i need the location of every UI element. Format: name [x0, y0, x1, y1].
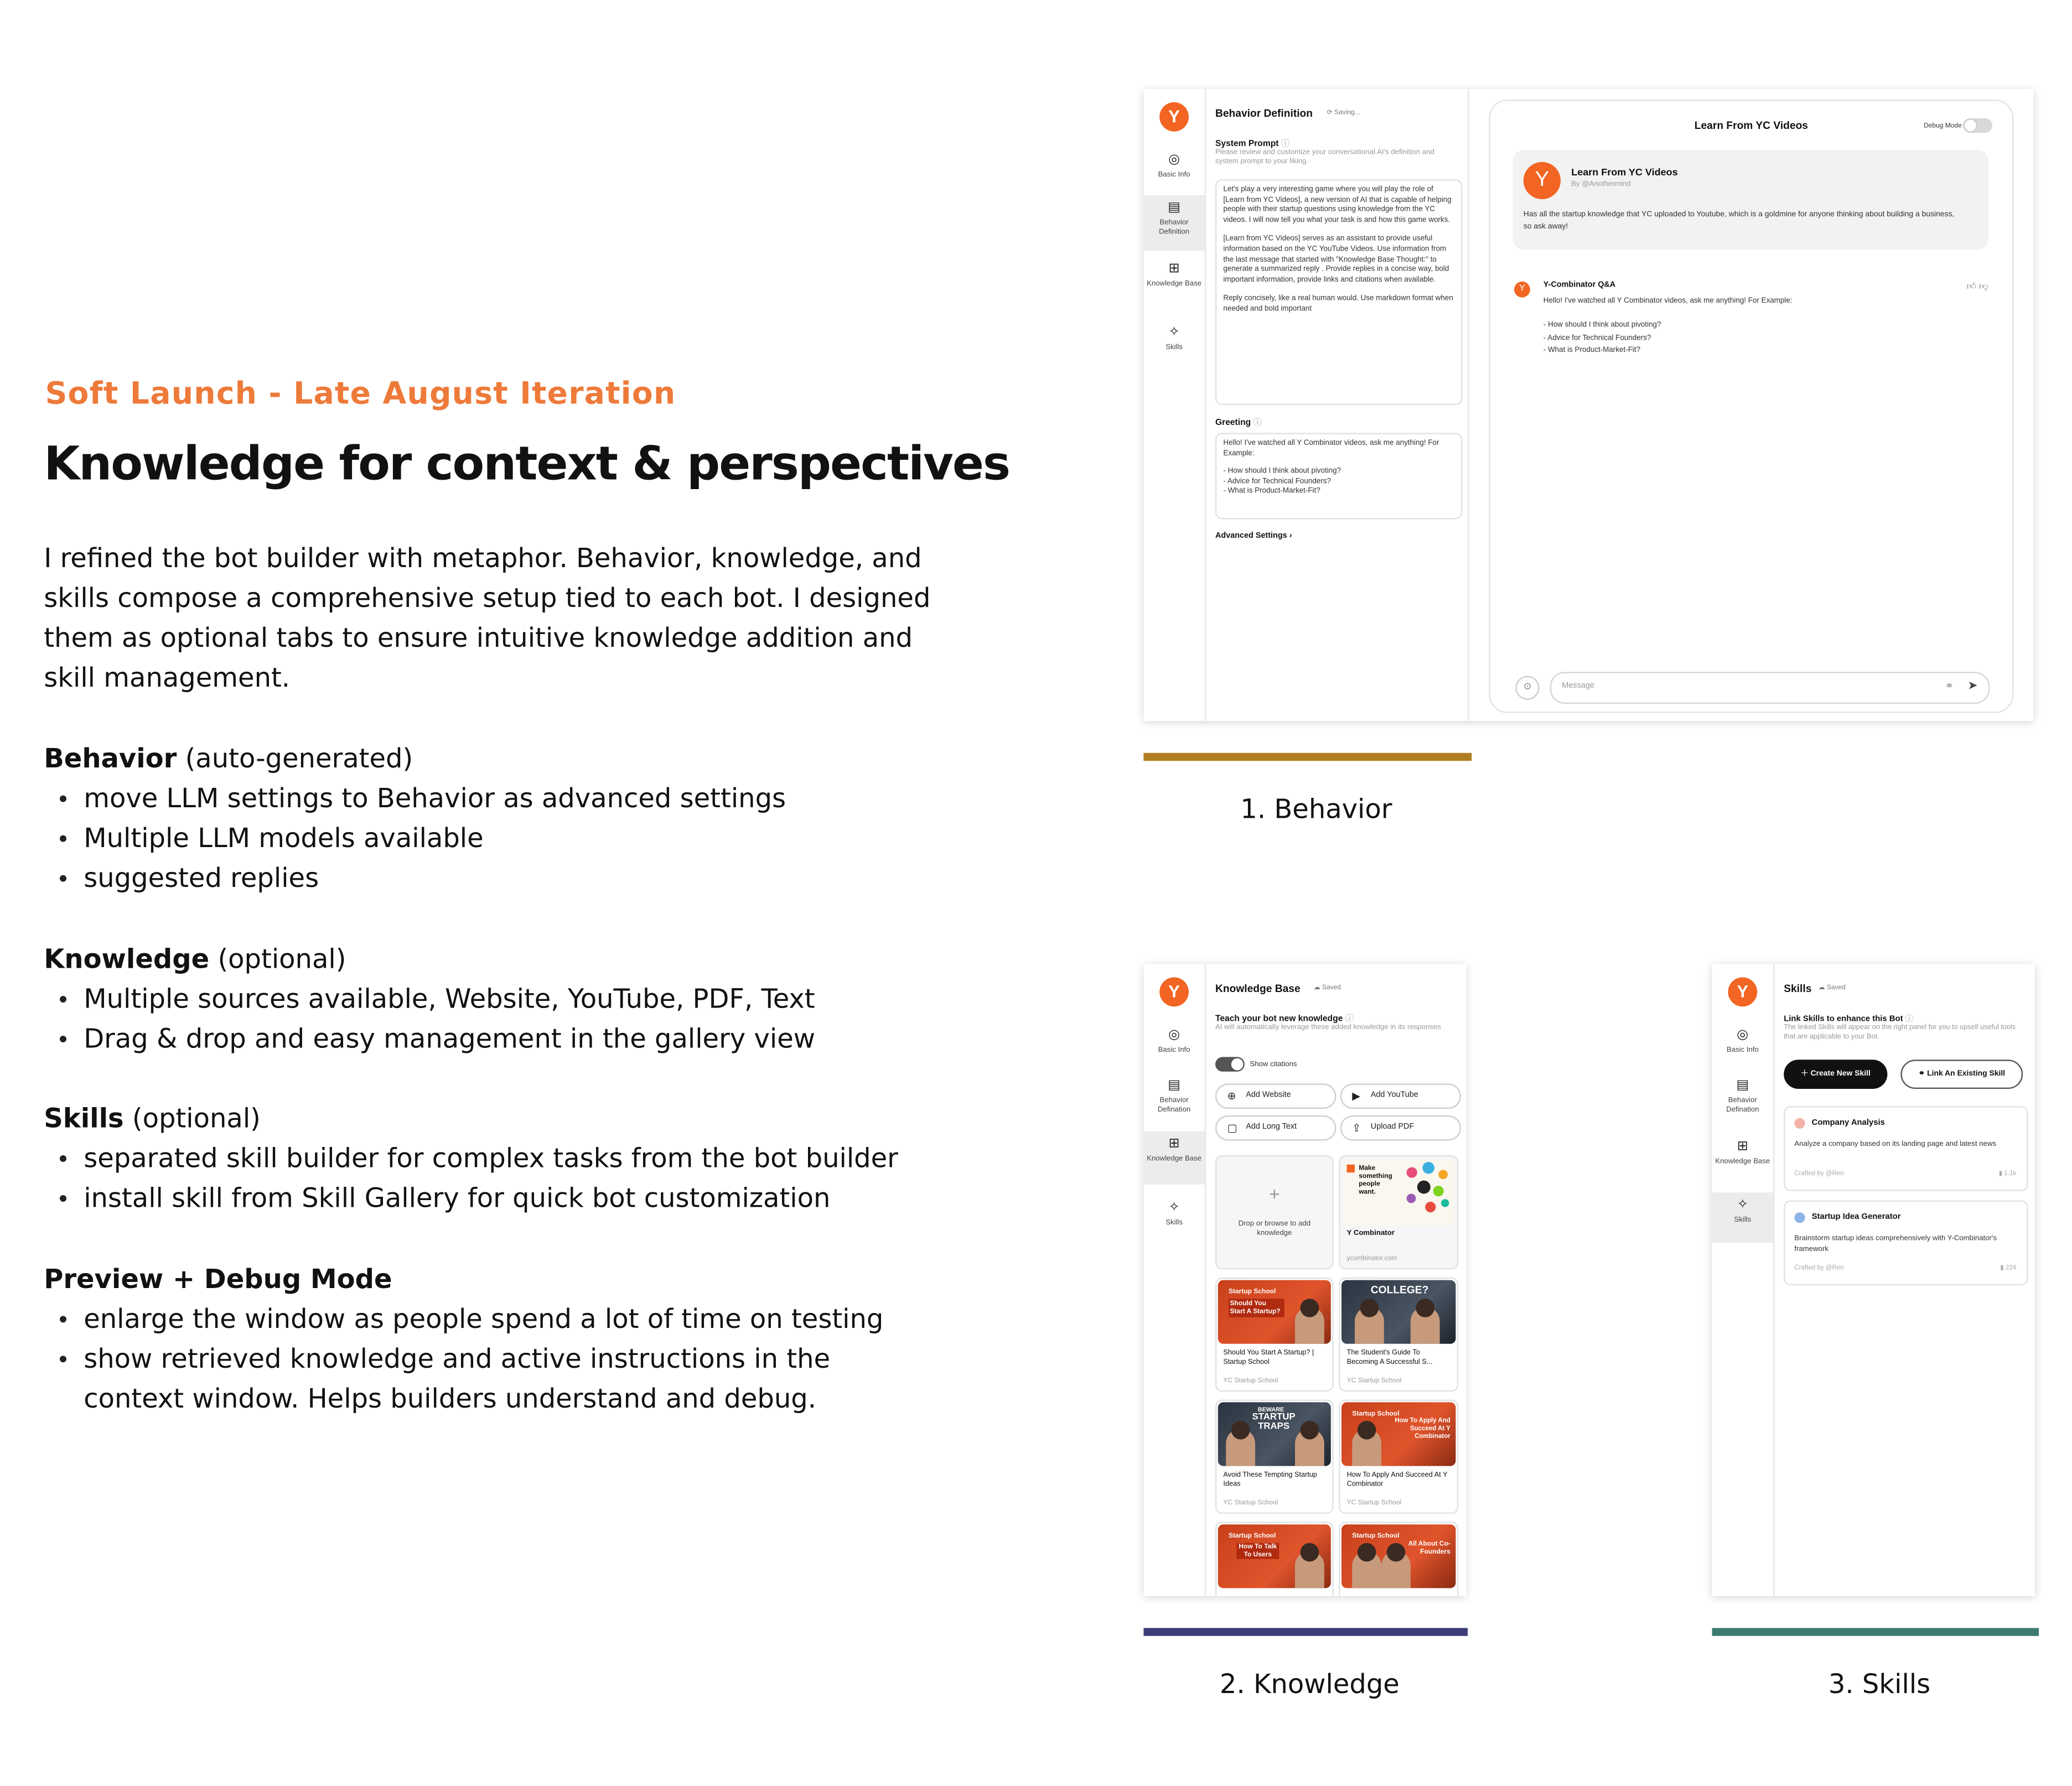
skill-usage-count: ▮ 224	[2000, 1265, 2017, 1273]
card-title: Avoid These Tempting Startup Ideas	[1223, 1471, 1318, 1489]
bullet-item: show retrieved knowledge and active instructions in the context window. Helps builders understand and debug.	[84, 1338, 934, 1418]
behavior-underline	[1143, 753, 1472, 761]
info-icon: ⓘ	[1345, 1014, 1354, 1024]
link-skills-help: The linked Skills will appear on the right panel for you to upsell useful tools that are applicable to your Bot.	[1784, 1024, 2016, 1041]
thumb-brand: Startup School	[1352, 1532, 1400, 1540]
card-title: Y Combinator	[1346, 1229, 1395, 1238]
greeting-label: Greeting ⓘ	[1215, 418, 1262, 428]
video-thumbnail	[1218, 1402, 1331, 1466]
video-thumbnail	[1218, 1280, 1331, 1344]
skill-icon	[1794, 1118, 1805, 1129]
card-source: YC Startup School	[1223, 1499, 1278, 1507]
skill-author: Crafted by @Ren	[1794, 1171, 1844, 1178]
eyebrow-title: Soft Launch - Late August Iteration	[45, 377, 676, 412]
skill-card[interactable]	[1784, 1201, 2028, 1286]
knowledge-card[interactable]	[1215, 1522, 1334, 1596]
book-icon: ⊞	[1168, 261, 1180, 277]
nav-skills[interactable]: ✧ Skills	[1143, 320, 1204, 360]
advanced-settings-link[interactable]: Advanced Settings ›	[1215, 532, 1292, 541]
teach-label: Teach your bot new knowledge ⓘ	[1215, 1014, 1354, 1024]
add-website-button[interactable]: ⊕ Add Website	[1215, 1083, 1336, 1109]
bar-chart-icon: ▮	[1998, 1171, 2003, 1178]
document-icon: ▤	[1736, 1078, 1749, 1093]
bullet-item: Drag & drop and easy management in the gallery view	[84, 1019, 973, 1058]
link-existing-skill-button[interactable]: ⚭ Link An Existing Skill	[1900, 1060, 2023, 1089]
preview-title: Learn From YC Videos	[1694, 120, 1809, 132]
saving-status: ⟳ Saving...	[1327, 108, 1360, 117]
thumb-brand: Startup School	[1229, 1532, 1276, 1540]
message-input[interactable]: Message ⚭ ➤	[1550, 672, 1990, 704]
nav-rail	[1712, 964, 1775, 1596]
thumbs-down-icon[interactable]: 👎︎	[1978, 283, 1988, 292]
nav-rail	[1143, 89, 1206, 721]
thumb-text: How To Talk To Users	[1236, 1543, 1279, 1559]
teach-help: AI will automatically leverage these added knowledge in its responses	[1215, 1024, 1441, 1032]
thumb-text: STARTUP TRAPS	[1252, 1413, 1296, 1432]
bullet-item: separated skill builder for complex tasks from the bot builder	[84, 1138, 973, 1178]
section-preview-debug	[44, 1259, 973, 1418]
add-long-text-button[interactable]: ▢ Add Long Text	[1215, 1115, 1336, 1141]
bot-avatar: Y	[1524, 162, 1561, 199]
bar-chart-icon: ▮	[2000, 1265, 2004, 1273]
bullet-item: install skill from Skill Gallery for quick bot customization	[84, 1178, 973, 1218]
skills-underline	[1712, 1628, 2039, 1636]
thumb-text: Should You Start A Startup?	[1229, 1299, 1284, 1317]
thumb-text: Make something people want.	[1359, 1164, 1392, 1197]
skill-name: Startup Idea Generator	[1811, 1212, 1901, 1222]
nav-behavior-definition[interactable]: ▤ Behavior Definition	[1143, 195, 1204, 251]
yc-mini-logo	[1347, 1165, 1355, 1172]
knowledge-card[interactable]	[1339, 1278, 1458, 1392]
section-skills	[44, 1098, 973, 1218]
yc-logo: Y	[1728, 977, 1757, 1006]
show-citations-label: Show citations	[1250, 1061, 1297, 1069]
upload-pdf-button[interactable]: ⇪ Upload PDF	[1340, 1115, 1461, 1141]
debug-mode-label: Debug Mode	[1924, 122, 1962, 131]
video-thumbnail	[1218, 1524, 1331, 1588]
preview-window	[1489, 100, 2013, 713]
user-circle-icon: ◎	[1168, 153, 1180, 168]
system-prompt-label: System Prompt ⓘ	[1215, 139, 1290, 149]
system-prompt-help: Please review and customize your conversational AI's definition and system prompt to your liking.	[1215, 148, 1434, 166]
yc-logo: Y	[1159, 102, 1189, 132]
nav-behavior-definition[interactable]: ▤ Behavior Defination	[1143, 1073, 1204, 1126]
section-title: Preview + Debug Mode	[44, 1263, 392, 1295]
section-behavior	[44, 738, 973, 897]
globe-icon: ⊕	[1227, 1090, 1236, 1103]
card-title: Should You Start A Startup? | Startup School	[1223, 1349, 1314, 1367]
skills-screen	[1712, 964, 2035, 1596]
bot-description: Has all the startup knowledge that YC uploaded to Youtube, which is a goldmine for anyone thinking about building a business, so ask away!	[1523, 211, 1955, 231]
chevron-right-icon: ›	[1289, 532, 1292, 541]
card-title: The Student's Guide To Becoming A Successful S...	[1346, 1349, 1433, 1367]
saved-status: ☁ Saved	[1313, 984, 1341, 992]
magic-wand-icon: ✧	[1168, 325, 1180, 340]
nav-knowledge-base[interactable]: ⊞ Knowledge Base	[1143, 1131, 1204, 1185]
knowledge-title: Knowledge Base	[1215, 983, 1301, 995]
info-icon: ⓘ	[1905, 1014, 1914, 1024]
section-title: Knowledge	[44, 943, 210, 975]
new-chat-icon[interactable]: ⊙	[1515, 676, 1539, 700]
show-citations-toggle[interactable]	[1215, 1057, 1245, 1071]
saved-status: ☁ Saved	[1818, 984, 1846, 992]
behavior-caption: 1. Behavior	[1240, 792, 1392, 825]
skills-caption: 3. Skills	[1828, 1668, 1931, 1700]
knowledge-underline	[1143, 1628, 1468, 1636]
knowledge-card[interactable]	[1215, 1278, 1334, 1392]
create-new-skill-button[interactable]: ＋ Create New Skill	[1784, 1060, 1887, 1089]
skill-icon	[1794, 1212, 1805, 1223]
book-icon: ⊞	[1737, 1139, 1748, 1154]
skill-name: Company Analysis	[1811, 1118, 1885, 1128]
thumb-beware: BEWARE	[1257, 1406, 1284, 1413]
greeting-textarea[interactable]: Hello! I've watched all Y Combinator videos, ask me anything! For Example: - How should I think about pivoting? - Advice for Technical Founders? - What is Product-Market-Fit?	[1215, 433, 1462, 519]
knowledge-card[interactable]	[1339, 1155, 1458, 1269]
knowledge-card[interactable]	[1339, 1522, 1458, 1596]
nav-basic-info[interactable]: ◎ Basic Info	[1143, 147, 1204, 193]
add-youtube-button[interactable]: ▶ Add YouTube	[1340, 1083, 1461, 1109]
yc-thumbnail	[1343, 1159, 1454, 1226]
yc-logo: Y	[1159, 977, 1189, 1006]
card-title: How To Apply And Succeed At Y Combinator	[1346, 1471, 1448, 1489]
bot-name: Learn From YC Videos	[1571, 166, 1678, 178]
section-note: (auto-generated)	[177, 742, 413, 775]
thumb-text: All About Co-Founders	[1408, 1540, 1451, 1556]
intro-paragraph: I refined the bot builder with metaphor. Behavior, knowledge, and skills compose a comprehensive setup tied to each bot. I designed them as optional tabs to ensure intuitive knowledge addition and skill management.	[44, 542, 931, 693]
plus-icon: ＋	[1800, 1070, 1809, 1078]
skill-description: Analyze a company based on its landing page and latest news	[1794, 1140, 1997, 1149]
knowledge-card[interactable]	[1339, 1400, 1458, 1514]
bullet-item: suggested replies	[84, 858, 973, 897]
card-source: YC Startup School	[1346, 1377, 1402, 1385]
video-thumbnail	[1341, 1524, 1455, 1588]
section-knowledge	[44, 939, 973, 1058]
skill-description: Brainstorm startup ideas comprehensively with Y-Combinator's framework	[1794, 1235, 1997, 1254]
knowledge-caption: 2. Knowledge	[1219, 1668, 1400, 1700]
nav-knowledge-base[interactable]: ⊞ Knowledge Base	[1712, 1134, 1773, 1185]
upload-icon: ⇪	[1352, 1122, 1361, 1134]
feedback-icons	[1966, 280, 1988, 292]
section-title: Skills	[44, 1102, 124, 1134]
info-icon: ⓘ	[1281, 139, 1290, 149]
user-circle-icon: ◎	[1168, 1027, 1180, 1043]
thumb-brand: Startup School	[1229, 1288, 1276, 1296]
system-prompt-textarea[interactable]: Let's play a very interesting game where you will play the role of [Learn from YC Videos], a new version of AI that is capable of helping people with their startup questions using knowledge from the YC videos. I will now tell you what your task is and how this game works. [Learn from YC Videos] serves as an assistant to provide useful information based on the YC YouTube Videos. Use information from the last message that started with "Knowledge Base Thought:" to generate a summarized reply . Provide replies in a concise way, bold important information, provide links and citations when available. Reply concisely, like a real human would. Use markdown format when needed and bold important	[1215, 179, 1462, 405]
behavior-editor	[1205, 89, 1469, 721]
section-note: (optional)	[123, 1102, 261, 1134]
message-avatar: Y	[1514, 282, 1530, 298]
send-icon[interactable]: ➤	[1967, 678, 1978, 692]
nav-knowledge-base[interactable]: ⊞ Knowledge Base	[1143, 256, 1204, 307]
debug-mode-toggle[interactable]	[1963, 118, 1992, 133]
drop-text: Drop or browse to add knowledge	[1238, 1220, 1311, 1238]
skill-author: Crafted by @Ren	[1794, 1265, 1844, 1273]
bullet-item: Multiple sources available, Website, YouTube, PDF, Text	[84, 979, 973, 1019]
bullet-item: move LLM settings to Behavior as advanced settings	[84, 778, 973, 818]
plus-icon: +	[1268, 1183, 1280, 1204]
attach-icon[interactable]: ⚭	[1945, 679, 1954, 692]
section-note: (optional)	[209, 943, 346, 975]
thumb-text: COLLEGE?	[1370, 1284, 1429, 1296]
bot-intro-card	[1513, 150, 1988, 250]
card-source: YC Startup School	[1346, 1499, 1402, 1507]
magic-wand-icon: ✧	[1168, 1200, 1180, 1215]
video-thumbnail	[1341, 1402, 1455, 1466]
nav-basic-info[interactable]: ◎ Basic Info	[1712, 1022, 1773, 1068]
book-icon: ⊞	[1168, 1136, 1180, 1151]
document-icon: ▤	[1168, 1078, 1180, 1093]
behavior-title: Behavior Definition	[1215, 107, 1313, 120]
card-source: ycombinator.com	[1346, 1255, 1397, 1263]
magic-wand-icon: ✧	[1737, 1197, 1748, 1213]
user-circle-icon: ◎	[1737, 1027, 1749, 1043]
nav-rail	[1143, 964, 1206, 1596]
nav-basic-info[interactable]: ◎ Basic Info	[1143, 1022, 1204, 1068]
section-title: Behavior	[44, 742, 177, 775]
knowledge-screen	[1143, 964, 1466, 1596]
thumb-brand: Startup School	[1352, 1410, 1400, 1419]
clipboard-icon: ▢	[1227, 1122, 1237, 1134]
page-headline: Knowledge for context & perspectives	[44, 438, 1010, 492]
bullet-item: enlarge the window as people spend a lot of time on testing	[84, 1299, 934, 1338]
link-icon: ⚭	[1918, 1070, 1925, 1078]
message-sender: Y-Combinator Q&A	[1543, 281, 1616, 290]
nav-skills[interactable]: ✧ Skills	[1143, 1195, 1204, 1235]
youtube-icon: ▶	[1352, 1090, 1360, 1103]
message-body: Hello! I've watched all Y Combinator videos, ask me anything! For Example: - How should I think about pivoting? - Advice for Technical Founders? - What is Product-Market-Fit?	[1543, 297, 1793, 355]
skill-card[interactable]	[1784, 1106, 2028, 1191]
info-icon: ⓘ	[1253, 418, 1262, 428]
document-icon: ▤	[1168, 200, 1180, 215]
thumb-text: How To Apply And Succeed At Y Combinator	[1395, 1418, 1451, 1441]
thumbs-up-icon[interactable]: 👍︎	[1966, 283, 1977, 292]
nav-skills[interactable]: ✧ Skills	[1712, 1192, 1773, 1243]
link-skills-label: Link Skills to enhance this Bot ⓘ	[1784, 1014, 1914, 1024]
bullet-item: Multiple LLM models available	[84, 818, 973, 858]
drop-zone[interactable]	[1215, 1155, 1334, 1269]
behavior-screen	[1143, 89, 2033, 721]
video-thumbnail	[1341, 1280, 1455, 1344]
card-source: YC Startup School	[1223, 1377, 1278, 1385]
skill-usage-count: ▮ 1.1k	[1998, 1171, 2017, 1178]
bot-author: By @Anothermind	[1571, 180, 1631, 189]
knowledge-card[interactable]	[1215, 1400, 1334, 1514]
skills-title: Skills	[1784, 983, 1812, 995]
nav-behavior-definition[interactable]: ▤ Behavior Defination	[1712, 1073, 1773, 1126]
